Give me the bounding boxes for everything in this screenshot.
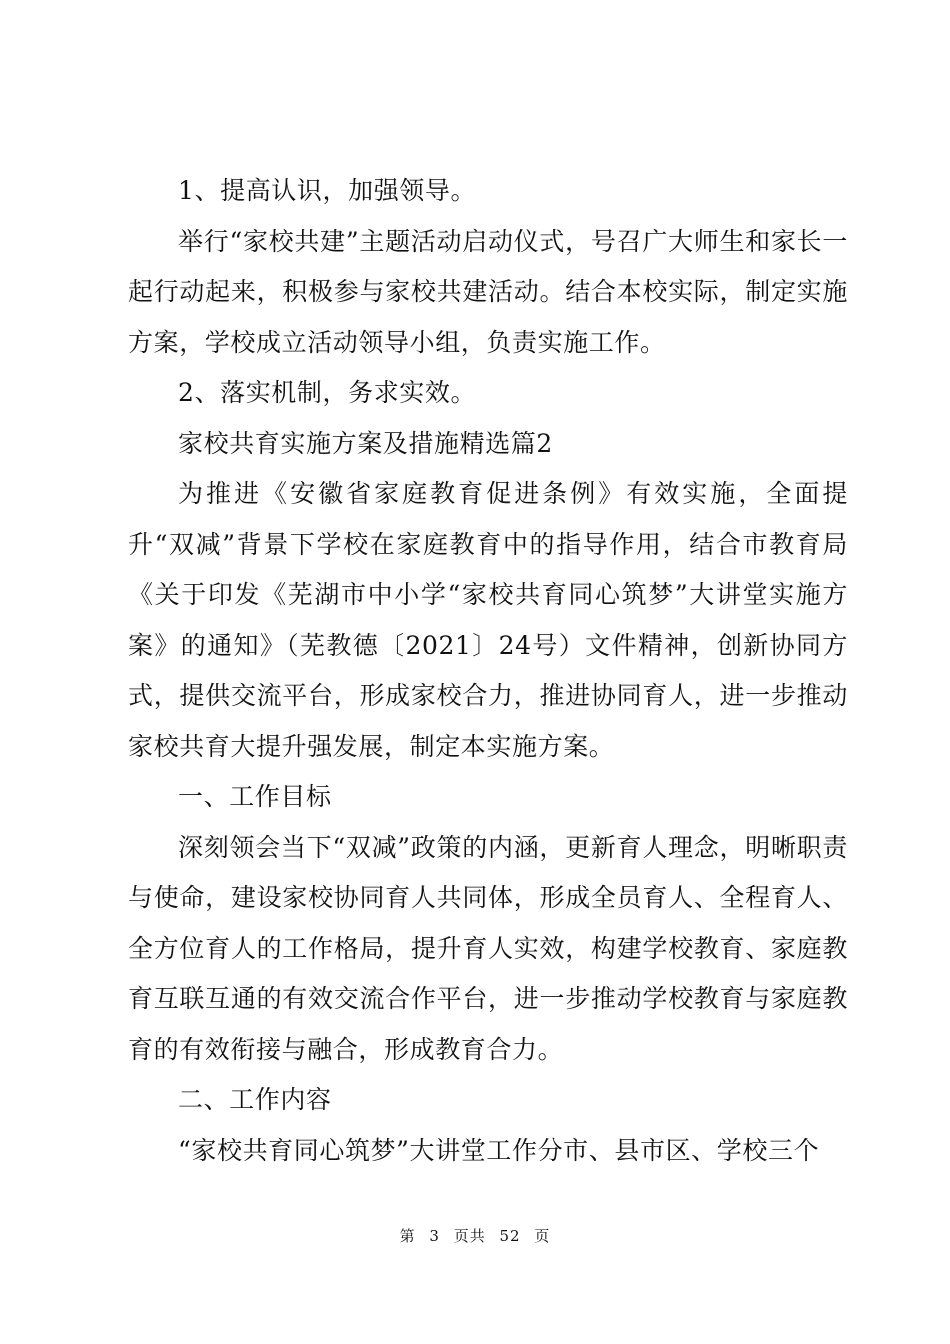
paragraph-step-2-heading: 2、落实机制，务求实效。	[178, 378, 477, 407]
paragraph-work-goals: 深刻领会当下“双减”政策的内涵，更新育人理念，明晰职责与使命，建设家校协同育人共同体，形成全员育人、全程育人、全方位育人的工作格局，提升育人实效，构建学校教育、家庭教育互联互通的有效交流合作平台，进一步推动学校教育与家庭教育的有效衔接与融合，形成教育合力。	[128, 832, 848, 1064]
section-title: 家校共育实施方案及措施精选篇2	[178, 428, 553, 458]
heading-work-goals: 一、工作目标	[178, 782, 332, 811]
heading-work-content: 二、工作内容	[178, 1085, 332, 1114]
document-body	[128, 166, 848, 1176]
paragraph-work-content: “家校共育同心筑梦”大讲堂工作分市、县市区、学校三个	[178, 1135, 820, 1165]
page-number-footer: 第 3 页共 52 页	[399, 1227, 551, 1245]
paragraph-intro: 为推进《安徽省家庭教育促进条例》有效实施，全面提升“双减”背景下学校在家庭教育中的指导作用，结合市教育局《关于印发《芜湖市中小学“家校共育同心筑梦”大讲堂实施方案》的通知》（芜教德〔2021〕24号）文件精神，创新协同方式，提供交流平台，形成家校合力，推进协同育人，进一步推动家校共育大提升强发展，制定本实施方案。	[128, 479, 848, 761]
paragraph-step-1-body: 举行“家校共建”主题活动启动仪式，号召广大师生和家长一起行动起来，积极参与家校共建活动。结合本校实际，制定实施方案，学校成立活动领导小组，负责实施工作。	[128, 226, 848, 357]
paragraph-step-1-heading: 1、提高认识，加强领导。	[178, 176, 477, 205]
